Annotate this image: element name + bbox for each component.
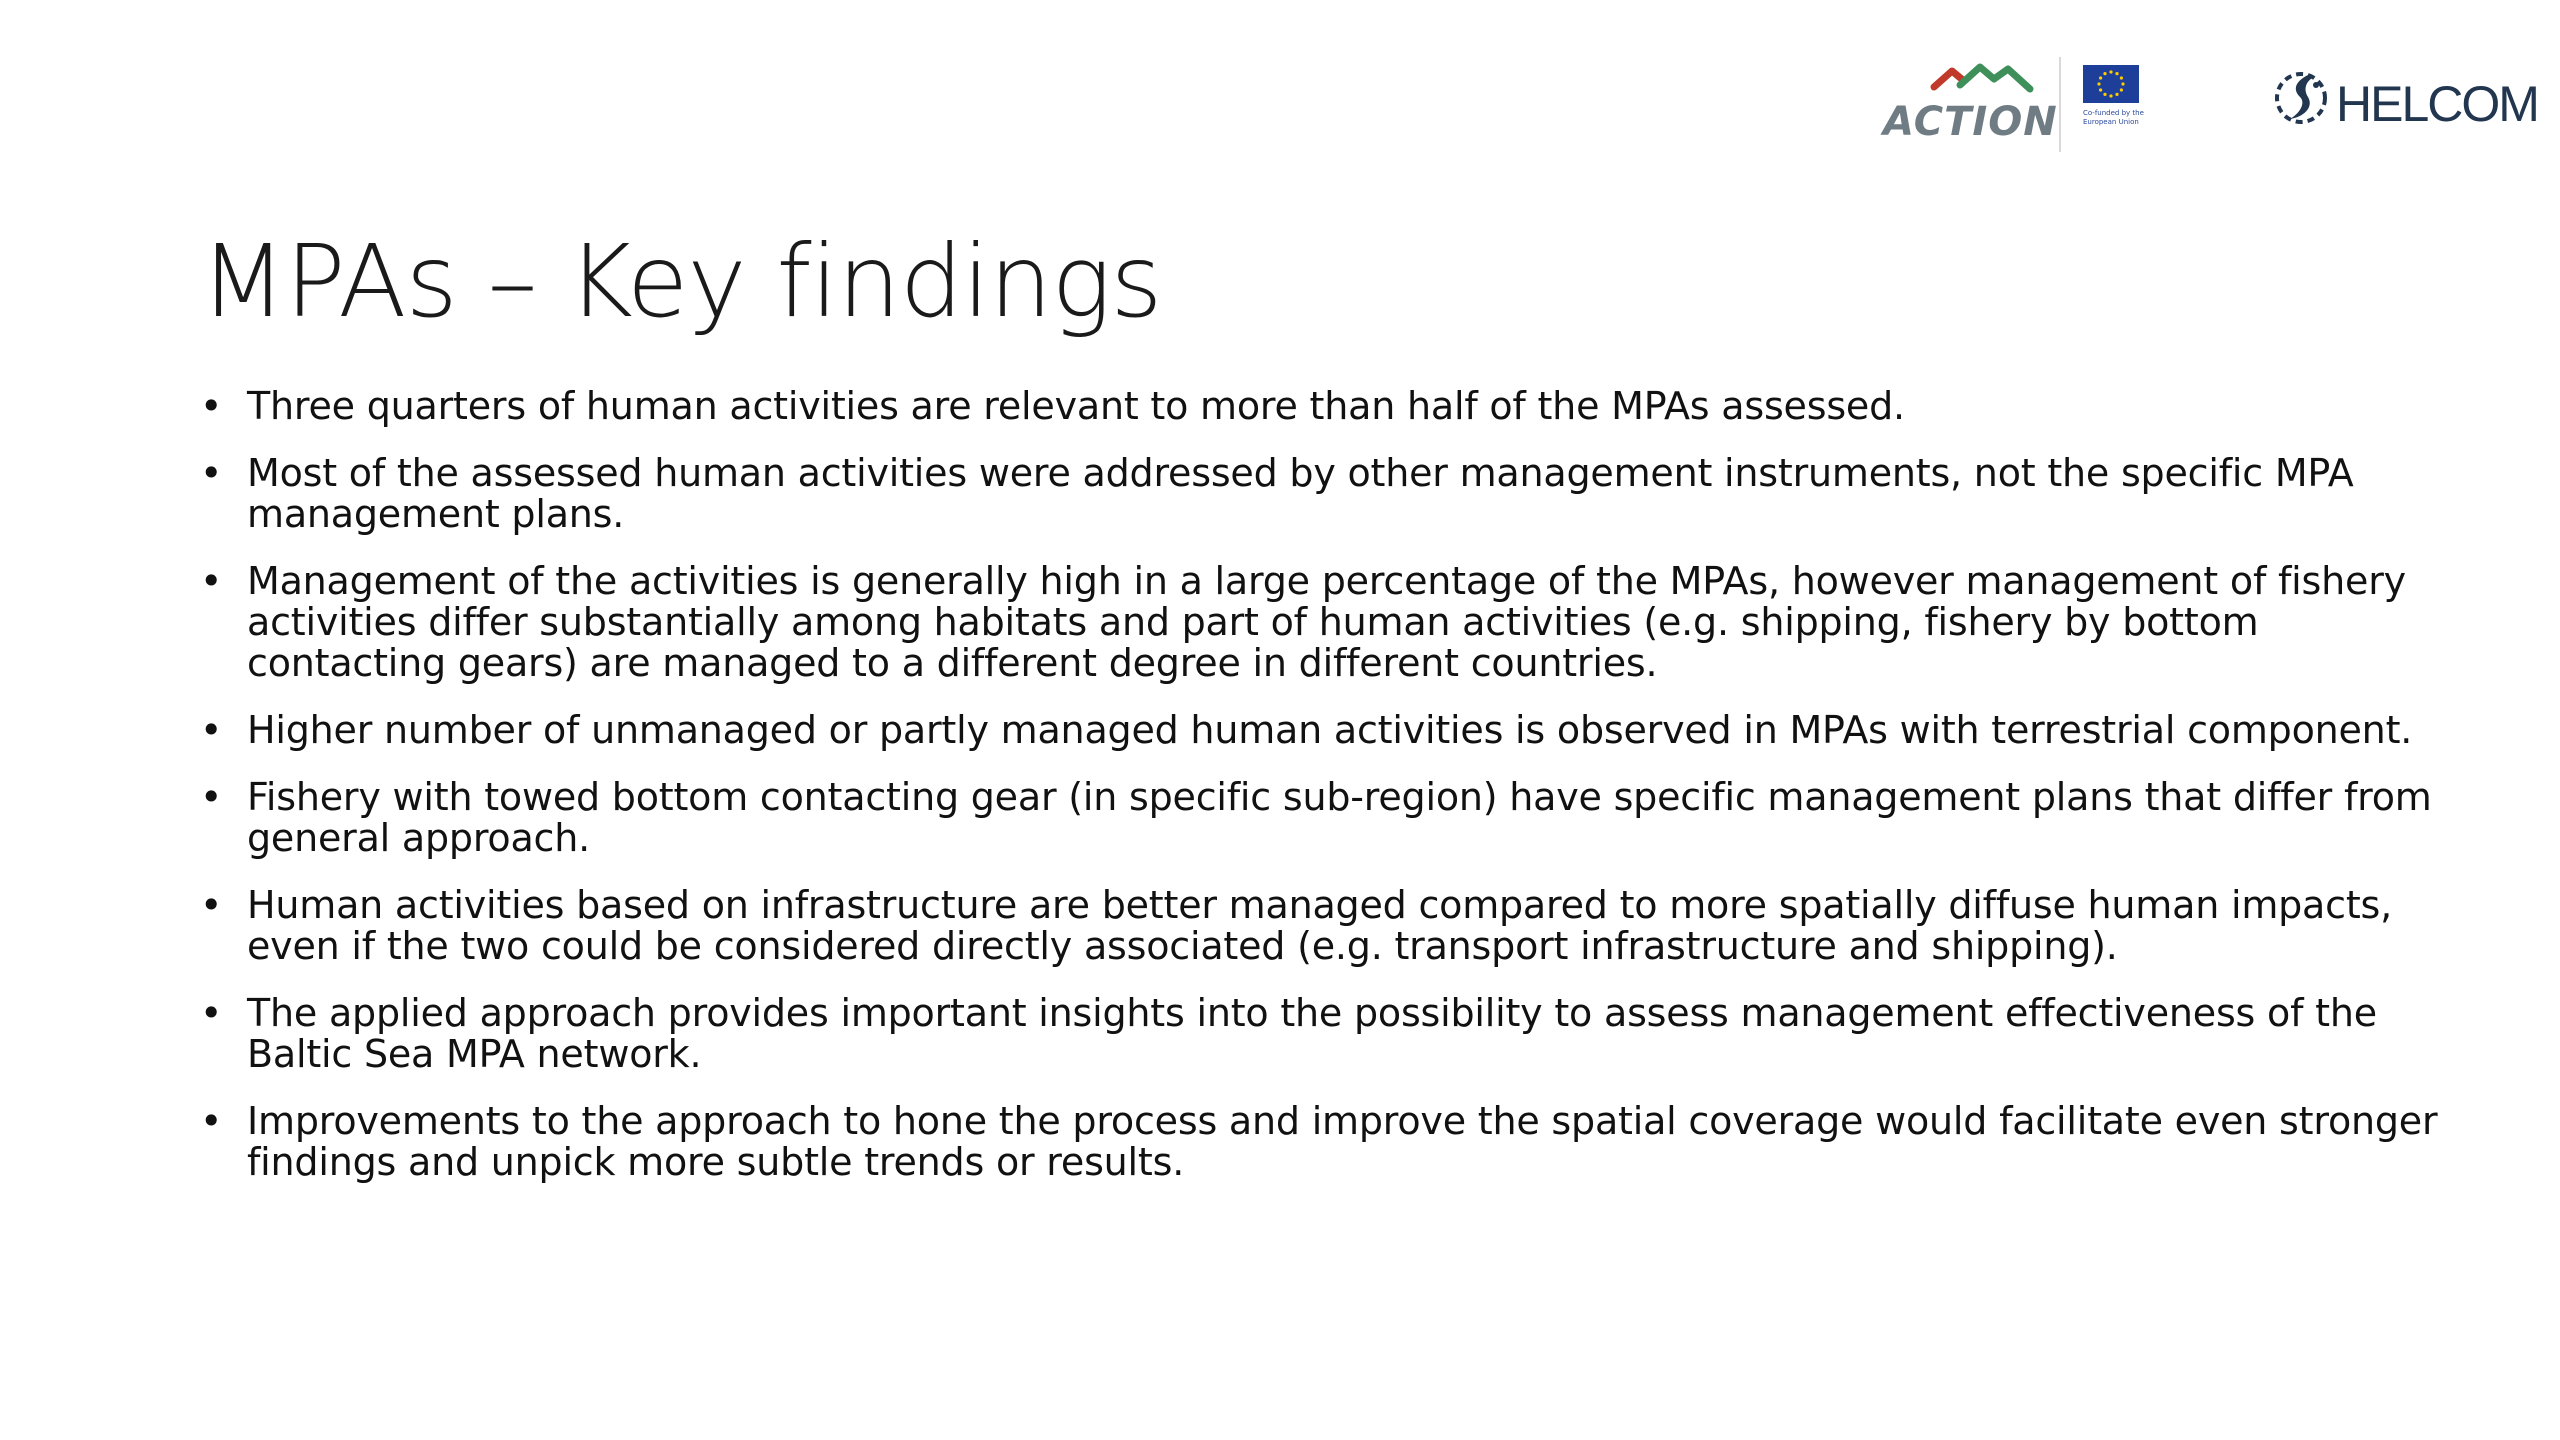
eu-flag-icon <box>2083 65 2139 103</box>
bullet-text: The applied approach provides important insights into the possibility to assess management effectiveness of the Baltic Sea MPA network. <box>247 991 2377 1076</box>
bullet-dot-icon: • <box>200 883 223 927</box>
helcom-logo-word: HELCOM <box>2336 76 2538 132</box>
slide-title: MPAs – Key findings <box>200 223 1162 340</box>
bullet-text: Human activities based on infrastructure are better managed compared to more spatially diffuse human impacts, even if the two could be considered directly associated (e.g. transport infrastructure and shipping). <box>247 883 2393 968</box>
bullet-text: Most of the assessed human activities were addressed by other management instruments, not the specific MPA management plans. <box>247 451 2354 536</box>
bullet-text: Improvements to the approach to hone the process and improve the spatial coverage would facilitate even stronger findings and unpick more subtle trends or results. <box>247 1099 2438 1184</box>
bullet-dot-icon: • <box>200 384 223 428</box>
bullet-dot-icon: • <box>200 708 223 752</box>
bullet-item <box>200 710 2440 751</box>
helcom-compass-icon <box>2270 67 2332 129</box>
bullet-dot-icon: • <box>200 559 223 603</box>
helcom-logo <box>2270 65 2538 135</box>
bullet-text: Three quarters of human activities are relevant to more than half of the MPAs assessed. <box>247 384 1905 428</box>
bullet-item <box>200 1101 2440 1183</box>
bullet-item <box>200 993 2440 1075</box>
bullet-text: Fishery with towed bottom contacting gear (in specific sub-region) have specific management plans that differ from general approach. <box>247 775 2432 860</box>
bullet-item <box>200 453 2440 535</box>
bullet-dot-icon: • <box>200 1099 223 1143</box>
logo-divider <box>2059 57 2061 152</box>
bullet-dot-icon: • <box>200 991 223 1035</box>
logo-bar <box>1875 55 2538 165</box>
action-logo <box>1875 55 2058 155</box>
key-findings-list <box>200 386 2440 1209</box>
bullet-item <box>200 386 2440 427</box>
bullet-dot-icon: • <box>200 775 223 819</box>
bullet-text: Management of the activities is generally high in a large percentage of the MPAs, however management of fishery activities differ substantially among habitats and part of human activities (e.g. shipping, fishery by bottom contacting gears) are managed to a different degree in different countries. <box>247 559 2406 685</box>
bullet-text: Higher number of unmanaged or partly managed human activities is observed in MPAs with terrestrial component. <box>247 708 2413 752</box>
eu-cofunded-logo <box>2083 65 2163 145</box>
bullet-item <box>200 885 2440 967</box>
bullet-dot-icon: • <box>200 451 223 495</box>
bullet-item <box>200 777 2440 859</box>
eu-cofunded-text: Co-funded by the European Union <box>2083 109 2144 126</box>
action-mountain-icon <box>1930 59 2040 99</box>
bullet-item <box>200 561 2440 684</box>
action-logo-word: ACTION <box>1883 99 2058 145</box>
